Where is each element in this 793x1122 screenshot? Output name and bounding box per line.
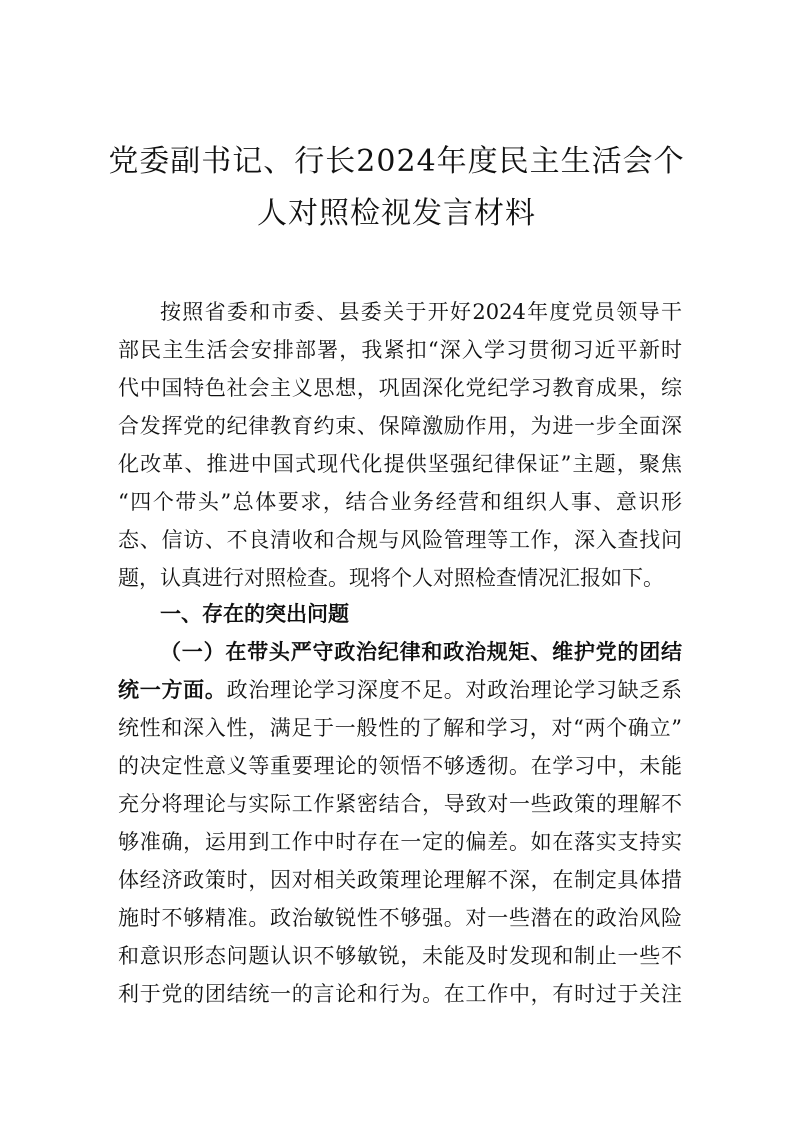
body-line: 和意识形态问题认识不够敏锐，未能及时发现和制止一些不 [118, 944, 682, 968]
body-line: 充分将理论与实际工作紧密结合，导致对一些政策的理解不 [118, 792, 682, 816]
intro-line: 按照省委和市委、县委关于开好2024年度党员领导干 [160, 300, 682, 324]
subsection-heading: （一）在带头严守政治纪律和政治规矩、维护党的团结 [160, 639, 682, 664]
body-line: 施时不够精准。政治敏锐性不够强。对一些潜在的政治风险 [118, 906, 682, 930]
subsection-heading-tail: 统一方面。 [118, 677, 227, 702]
intro-line: 合发挥党的纪律教育约束、保障激励作用，为进一步全面深 [118, 414, 682, 438]
subsection-line [118, 672, 682, 708]
body-line: 的决定性意义等重要理论的领悟不够透彻。在学习中，未能 [118, 754, 682, 778]
document-title [100, 136, 693, 240]
section-heading: 一、存在的突出问题 [160, 601, 349, 626]
title-line-1: 党委副书记、行长2024年度民主生活会个 [108, 144, 685, 179]
intro-line: 态、信访、不良清收和合规与风险管理等工作，深入查找问 [118, 528, 682, 552]
intro-line: 代中国特色社会主义思想，巩固深化党纪学习教育成果，综 [118, 376, 682, 400]
intro-line: 部民主生活会安排部署，我紧扣“深入学习贯彻习近平新时 [118, 338, 682, 362]
intro-line: “四个带头”总体要求，结合业务经营和组织人事、意识形 [118, 490, 682, 514]
body-line: 够准确，运用到工作中时存在一定的偏差。如在落实支持实 [118, 830, 682, 854]
body-line: 统性和深入性，满足于一般性的了解和学习，对“两个确立” [118, 716, 682, 740]
intro-line: 题，认真进行对照检查。现将个人对照检查情况汇报如下。 [118, 566, 664, 590]
body-line: 体经济政策时，因对相关政策理论理解不深，在制定具体措 [118, 868, 682, 892]
body-line: 利于党的团结统一的言论和行为。在工作中，有时过于关注 [118, 982, 682, 1006]
title-line-2: 人对照检视发言材料 [257, 196, 536, 231]
body-text: 政治理论学习深度不足。对政治理论学习缺乏系 [226, 678, 682, 702]
intro-line: 化改革、推进中国式现代化提供坚强纪律保证”主题，聚焦 [118, 452, 682, 476]
